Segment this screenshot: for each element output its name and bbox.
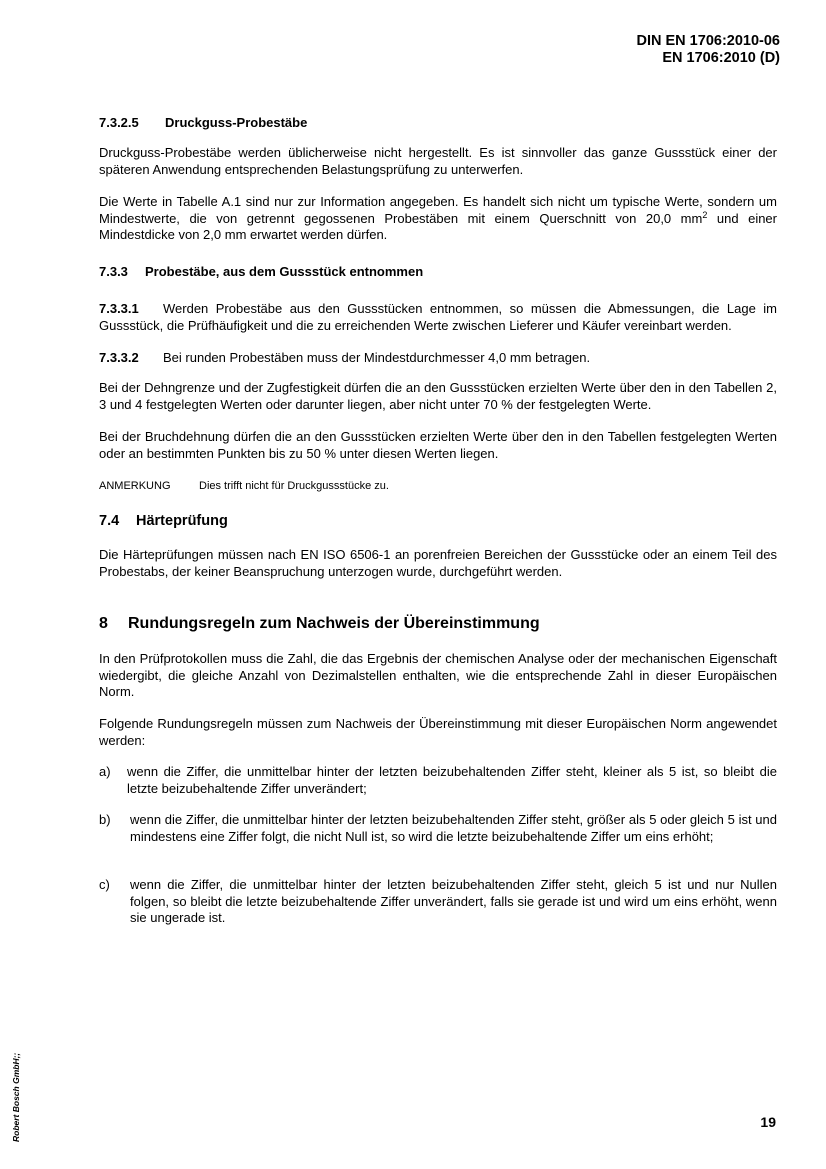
- heading-number: 7.4: [99, 513, 120, 529]
- header-edition: EN 1706:2010 (D): [662, 50, 780, 66]
- list-marker: a): [99, 764, 111, 779]
- heading-7325: [99, 115, 307, 132]
- superscript: 2: [702, 209, 708, 220]
- list-item: [99, 812, 777, 845]
- heading-number: 7.3.2.5: [99, 115, 139, 130]
- paragraph-text: Bei runden Probestäben muss der Mindestdurchmesser 4,0 mm betragen.: [163, 350, 591, 365]
- subclause-number: 7.3.3.1: [99, 301, 139, 316]
- paragraph-text: und einer Mindestdicke von 2,0 mm erwartet werden dürfen.: [99, 210, 777, 242]
- list-text: wenn die Ziffer, die unmittelbar hinter der letzten beizubehaltenden Ziffer steht, kleiner als 5 ist, so bleibt die letzte beizubehaltende Ziffer unverändert;: [127, 764, 777, 796]
- subclause-number: 7.3.3.2: [99, 350, 139, 365]
- paragraph-text: Die Werte in Tabelle A.1 sind nur zur Information angegeben. Es handelt sich nicht um typische Werte, sondern um Mindestwerte, die von getrennt gegossenen Probestäben mit einem Querschnitt von 20,0 mm: [99, 194, 777, 226]
- heading-title: Druckguss-Probestäbe: [165, 115, 308, 130]
- page-number: 19: [760, 1114, 776, 1130]
- paragraph: [99, 301, 777, 334]
- heading-number: 7.3.3: [99, 264, 128, 279]
- paragraph-text: Werden Probestäbe aus den Gussstücken entnommen, so müssen die Abmessungen, die Lage im Gussstück, die Prüfhäufigkeit und die zu erreichenden Werte zwischen Lieferer und Käufer vereinbart werden.: [99, 301, 777, 333]
- list-marker: c): [99, 877, 110, 892]
- paragraph: Bei der Dehngrenze und der Zugfestigkeit dürfen die an den Gussstücken erzielten Werte über den in den Tabellen 2, 3 und 4 festgelegten Werten oder darunter liegen, aber nicht unter 70 % der festgelegten Werte.: [99, 380, 777, 412]
- list-text: wenn die Ziffer, die unmittelbar hinter der letzten beizubehaltenden Ziffer steht, größer als 5 oder gleich 5 ist und mindestens eine Ziffer folgt, die nicht Null ist, so wird die letzte beizubehaltende Ziffer um eins erhöht;: [130, 812, 777, 844]
- paragraph: [99, 194, 777, 244]
- header-standard-id: DIN EN 1706:2010-06: [636, 33, 780, 49]
- list-item: [99, 877, 777, 927]
- paragraph: Die Härteprüfungen müssen nach EN ISO 6506-1 an porenfreien Bereichen der Gussstücke oder an einem Teil des Probestabs, der keiner Beanspruchung unterzogen wurde, durchgeführt werden.: [99, 547, 777, 579]
- heading-title: Härteprüfung: [136, 513, 228, 529]
- paragraph: In den Prüfprotokollen muss die Zahl, die das Ergebnis der chemischen Analyse oder der mechanischen Eigenschaft wiedergibt, die gleiche Anzahl von Dezimalstellen enthalten, wie die entsprechende Zahl in dieser Europäischen Norm.: [99, 651, 777, 699]
- heading-title: Probestäbe, aus dem Gussstück entnommen: [145, 264, 424, 279]
- heading-title: Rundungsregeln zum Nachweis der Übereinstimmung: [128, 615, 540, 632]
- heading-number: 8: [99, 615, 108, 632]
- paragraph: Folgende Rundungsregeln müssen zum Nachweis der Übereinstimmung mit dieser Europäischen Norm angewendet werden:: [99, 716, 777, 748]
- heading-8: [99, 614, 540, 634]
- paragraph: Bei der Bruchdehnung dürfen die an den Gussstücken erzielten Werte über den in den Tabellen festgelegten Werten oder an bestimmten Punkten bis zu 50 % unter diesen Werten liegen.: [99, 429, 777, 461]
- sidebar-watermark: Robert Bosch GmbH;;: [11, 1052, 21, 1142]
- note-text: Dies trifft nicht für Druckgussstücke zu.: [199, 480, 389, 492]
- heading-733: [99, 264, 423, 281]
- note-label: ANMERKUNG: [99, 480, 171, 492]
- heading-74: [99, 512, 228, 530]
- list-text: wenn die Ziffer, die unmittelbar hinter der letzten beizubehaltenden Ziffer steht, gleich 5 ist und nur Nullen folgen, so bleibt die letzte beizubehaltende Ziffer unverändert, falls sie gerade ist und wird um eins erhöht, wenn sie ungerade ist.: [130, 877, 777, 925]
- paragraph: [99, 350, 777, 367]
- list-item: [99, 764, 777, 797]
- paragraph: Druckguss-Probestäbe werden üblicherweise nicht hergestellt. Es ist sinnvoller das ganze Gussstück einer der späteren Anwendung entsprechenden Belastungsprüfung zu unterwerfen.: [99, 145, 777, 177]
- note: [99, 479, 389, 493]
- list-marker: b): [99, 812, 111, 827]
